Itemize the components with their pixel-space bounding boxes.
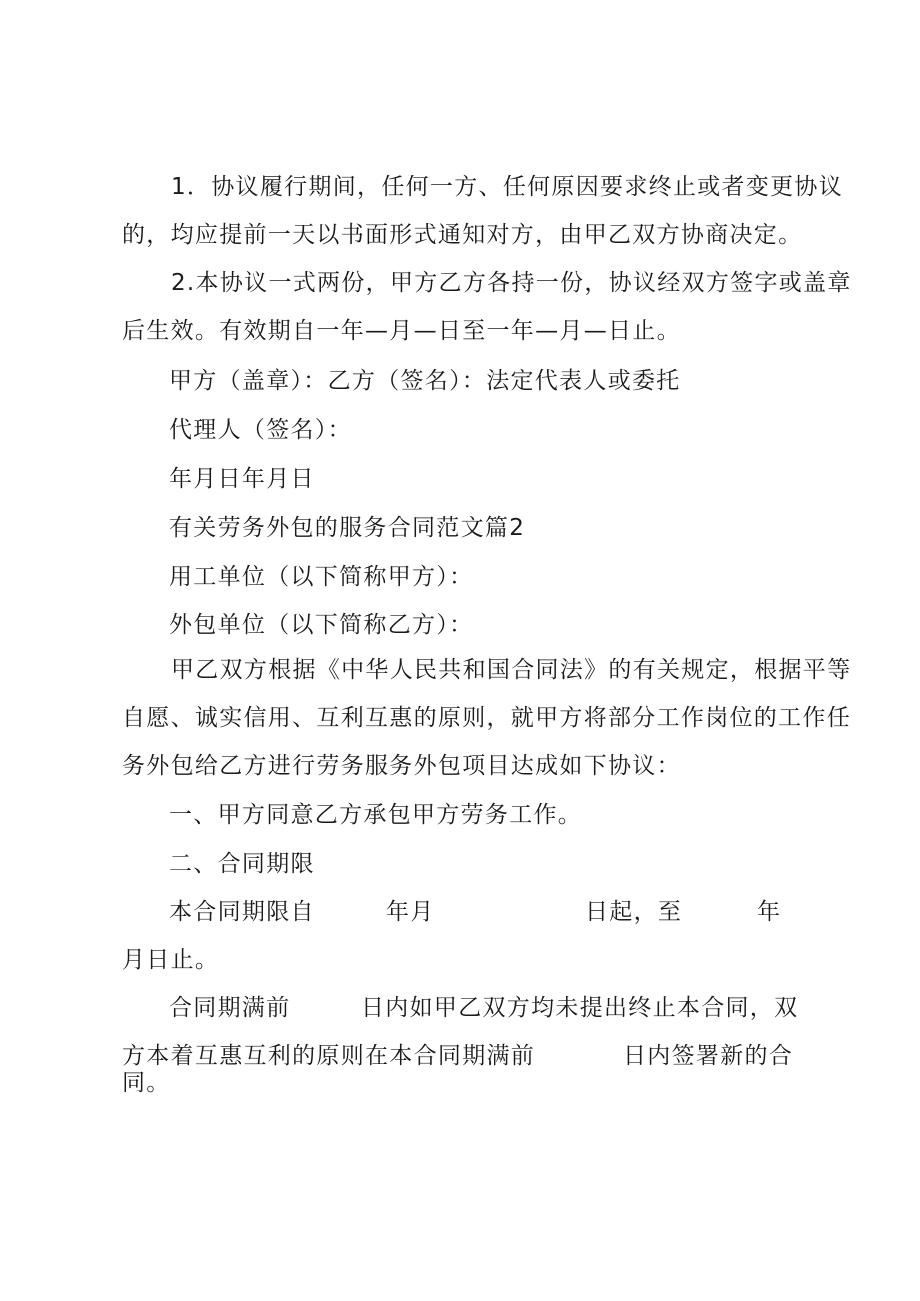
- paragraph-3-line-3: 务外包给乙方进行劳务服务外包项目达成如下协议：: [122, 753, 681, 779]
- clause-1: 一、甲方同意乙方承包甲方劳务工作。: [169, 802, 583, 828]
- paragraph-2-line-1: 2.本协议一式两份，甲方乙方各持一份，协议经双方签字或盖章: [171, 270, 852, 296]
- agent-signature-line: 代理人（签名）：: [169, 417, 352, 443]
- paragraph-1-line-1: 1．协议履行期间，任何一方、任何原因要求终止或者变更协议: [171, 174, 844, 200]
- paragraph-1-line-2: 的，均应提前一天以书面形式通知对方，由甲乙双方协商决定。: [122, 222, 803, 248]
- renewal-label: 合同期满前: [169, 995, 291, 1021]
- paragraph-3-line-1: 甲乙双方根据《中华人民共和国合同法》的有关规定，根据平等: [171, 657, 852, 683]
- signature-line: 甲方（盖章）：乙方（签名）：法定代表人或委托: [169, 368, 681, 394]
- section-title: 有关劳务外包的服务合同范文篇2: [169, 515, 526, 541]
- term-year-month: 年月: [386, 899, 435, 925]
- contractor-line: 外包单位（以下简称乙方）：: [169, 612, 474, 638]
- term-until-label: 日起，至: [585, 899, 683, 925]
- paragraph-2-line-2: 后生效。有效期自一年—月—日至一年—月—日止。: [122, 318, 681, 344]
- employer-line: 用工单位（以下简称甲方）：: [169, 564, 474, 590]
- renewal-line-3: 同。: [122, 1070, 171, 1096]
- term-start-label: 本合同期限自: [169, 899, 315, 925]
- renewal-clause-part-2: 方本着互惠互利的原则在本合同期满前: [122, 1043, 536, 1069]
- renewal-clause-part-3: 日内签署新的合: [623, 1043, 794, 1069]
- term-line-2: 月日止。: [122, 947, 220, 973]
- clause-2-heading: 二、合同期限: [169, 851, 315, 877]
- paragraph-3-line-2: 自愿、诚实信用、互利互惠的原则，就甲方将部分工作岗位的工作任: [122, 705, 851, 731]
- date-line: 年月日年月日: [169, 466, 315, 492]
- term-end-year: 年: [757, 899, 782, 925]
- renewal-clause-part-1: 日内如甲乙双方均未提出终止本合同，双: [361, 995, 799, 1021]
